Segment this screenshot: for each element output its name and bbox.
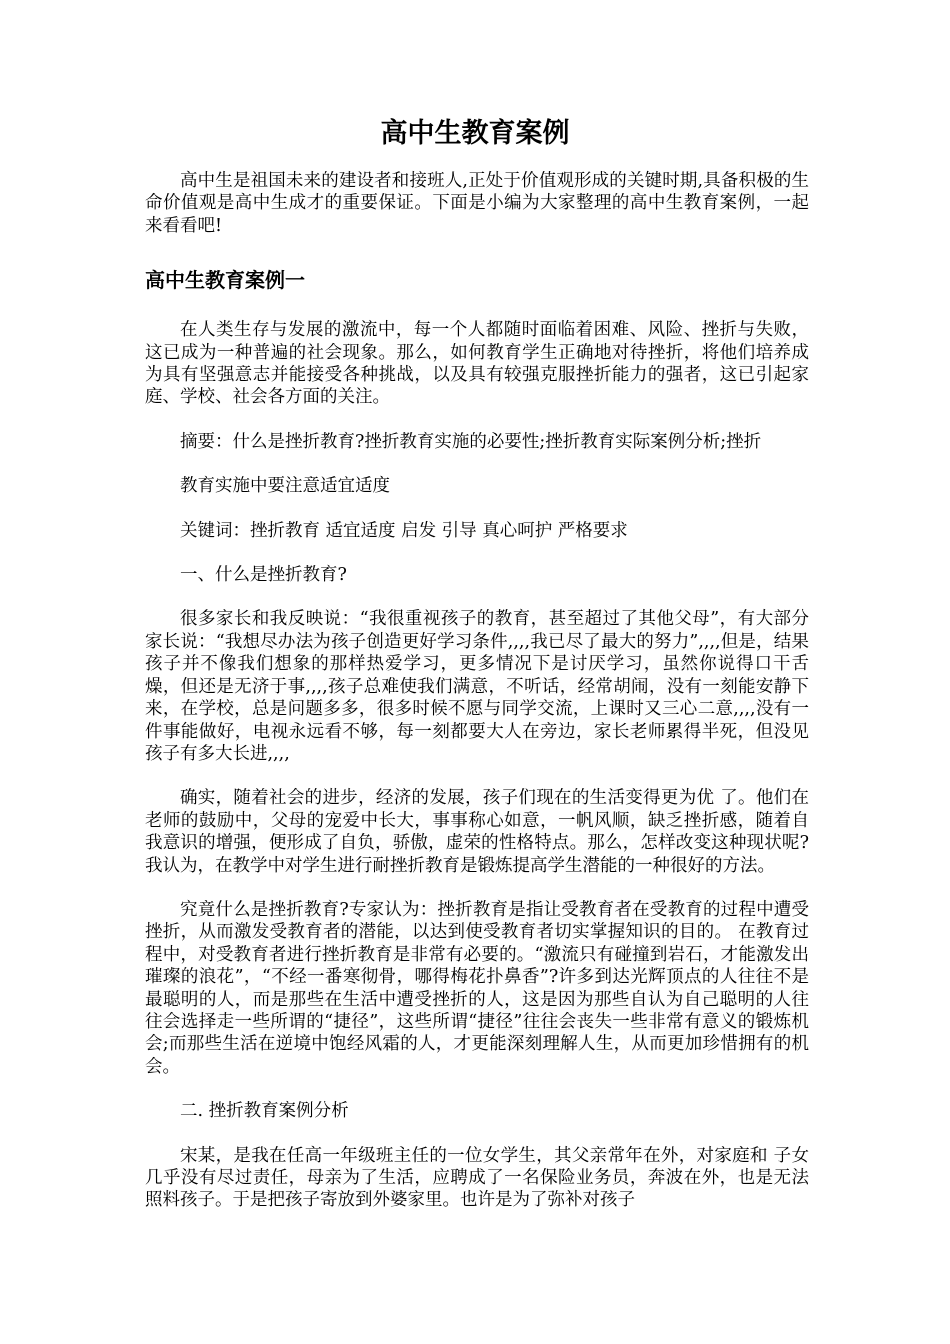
abstract-paragraph: 摘要：什么是挫折教育?挫折教育实施的必要性;挫折教育实际案例分析;挫折 <box>180 431 762 452</box>
body-paragraph: 究竟什么是挫折教育?专家认为：挫折教育是指让受教育者在受教育的过程中遭受挫折，从而激发受教育者的潜能，以达到使受教育者切实掌握知识的目的。 在教育过程中，对受教育者进行挫折教育是非常有必要的。“激流只有碰撞到岩石，才能激发出璀璨的浪花”，“不经一番寒彻骨，哪得梅花扑鼻香”?许多到达光辉顶点的人往往不是最聪明的人，而是那些在生活中遭受挫折的人，这是因为那些自认为自己聪明的人往往会选择走一些所谓的“捷径”，这些所谓“捷径”往往会丧失一些非常有意义的锻炼机会;而那些生活在逆境中饱经风霜的人，才更能深刻理解人生，从而更加珍惜拥有的机会。 <box>145 899 809 1077</box>
document-body <box>145 170 809 1234</box>
page-title: 高中生教育案例 <box>380 118 570 149</box>
subheading-what-is: 一、什么是挫折教育? <box>180 565 347 586</box>
body-paragraph: 宋某，是我在任高一年级班主任的一位女学生，其父亲常年在外，对家庭和 子女几乎没有尽过责任，母亲为了生活，应聘成了一名保险业务员，奔波在外，也是无法照料孩子。于是把孩子寄放到外婆家里。也许是为了弥补对孩子 <box>145 1145 809 1211</box>
keywords-paragraph: 关键词：挫折教育 适宜适度 启发 引导 真心呵护 严格要求 <box>180 520 628 541</box>
body-paragraph: 确实，随着社会的进步，经济的发展，孩子们现在的生活变得更为优 了。他们在老师的鼓励中，父母的宠爱中长大，事事称心如意，一帆风顺，缺乏挫折感，随着自我意识的增强，便形成了自负，骄傲，虚荣的性格特点。那么，怎样改变这种现状呢?我认为，在教学中对学生进行耐挫折教育是锻炼提高学生潜能的一种很好的方法。 <box>145 788 809 876</box>
body-paragraph: 在人类生存与发展的激流中，每一个人都随时面临着困难、风险、挫折与失败，这已成为一种普遍的社会现象。那么，如何教育学生正确地对待挫折，将他们培养成为具有坚强意志并能接受各种挑战，以及具有较强克服挫折能力的强者，这已引起家庭、学校、社会各方面的关注。 <box>145 320 809 408</box>
subheading-case-analysis: 二. 挫折教育案例分析 <box>180 1101 349 1122</box>
intro-paragraph: 高中生是祖国未来的建设者和接班人,正处于价值观形成的关键时期,具备积极的生命价值观是高中生成才的重要保证。下面是小编为大家整理的高中生教育案例，一起来看看吧! <box>145 171 809 236</box>
section-heading: 高中生教育案例一 <box>145 268 305 293</box>
body-paragraph: 很多家长和我反映说：“我很重视孩子的教育，甚至超过了其他父母”，有大部分家长说：“我想尽办法为孩子创造更好学习条件,,,,我已尽了最大的努力”,,,,但是，结果孩子并不像我们想象的那样热爱学习，更多情况下是讨厌学习，虽然你说得口干舌燥，但还是无济于事,,,,孩子总难使我们满意，不听话，经常胡闹，没有一刻能安静下来，在学校，总是问题多多，很多时候不愿与同学交流，上课时又三心二意,,,,没有一件事能做好，电视永远看不够，每一刻都要大人在旁边，家长老师累得半死，但没见孩子有多大长进,,,, <box>145 609 809 764</box>
abstract-continuation: 教育实施中要注意适宜适度 <box>180 476 390 497</box>
